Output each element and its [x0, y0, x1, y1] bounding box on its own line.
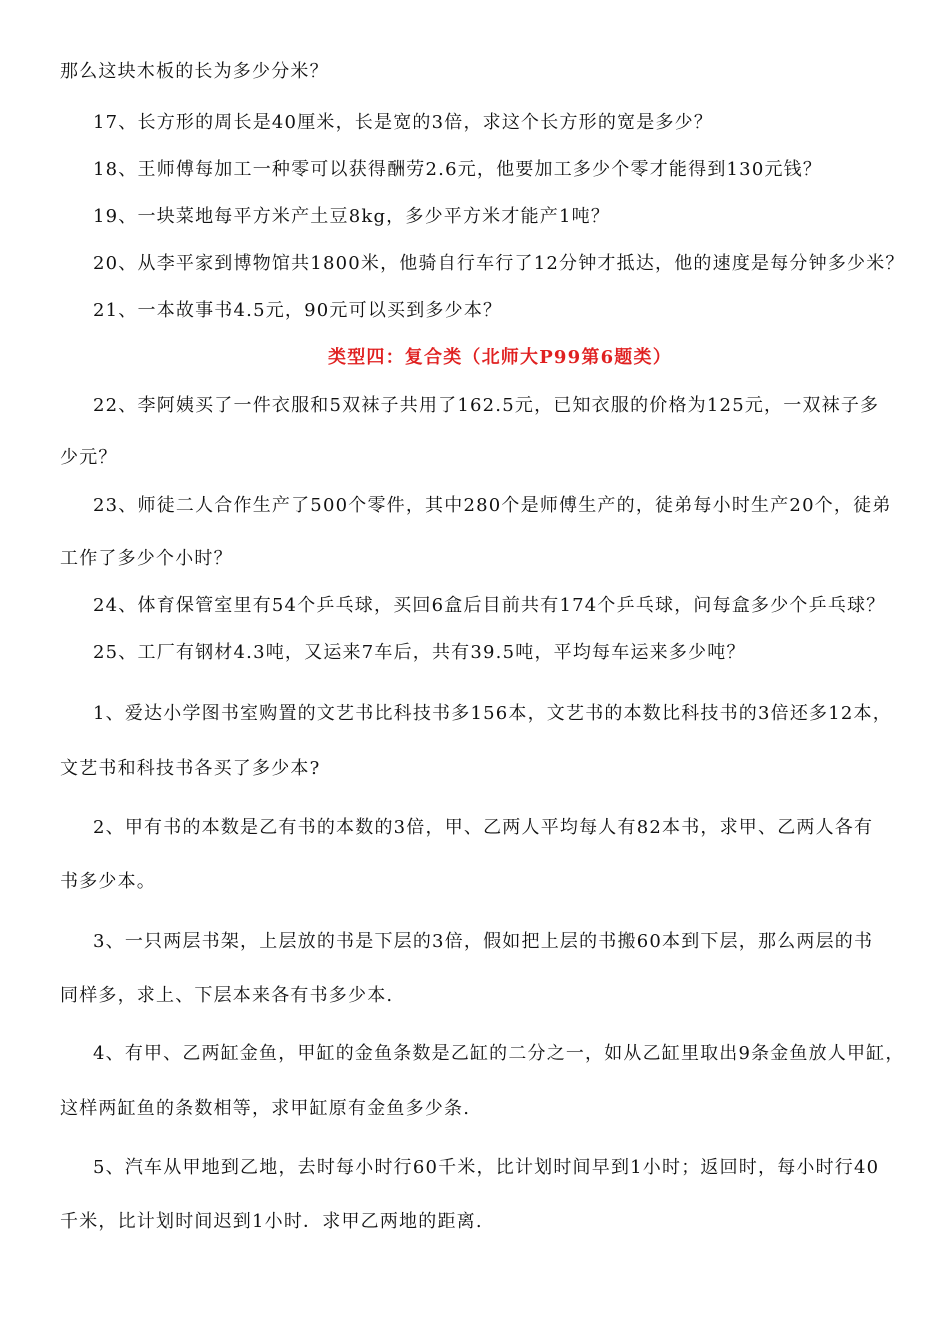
question-24: 24、体育保管室里有54个乒乓球，买回6盒后目前共有174个乒乓球，问每盒多少个乒乓球？: [93, 595, 886, 616]
extra-1-line-1: 1、爱达小学图书室购置的文艺书比科技书多156本，文艺书的本数比科技书的3倍还多12本，: [93, 703, 892, 724]
intro-tail-line: 那么这块木板的长为多少分米？: [60, 61, 329, 82]
question-17: 17、长方形的周长是40厘米，长是宽的3倍，求这个长方形的宽是多少？: [93, 112, 714, 133]
extra-5-line-2: 千米，比计划时间迟到1小时．求甲乙两地的距离.: [60, 1211, 483, 1232]
question-19: 19、一块菜地每平方米产土豆8kg，多少平方米才能产1吨？: [93, 206, 611, 227]
question-21: 21、一本故事书4.5元，90元可以买到多少本？: [93, 300, 503, 321]
extra-5-line-1: 5、汽车从甲地到乙地，去时每小时行60千米，比计划时间早到1小时；返回时，每小时行40: [93, 1157, 880, 1178]
extra-3-line-1: 3、一只两层书架，上层放的书是下层的3倍，假如把上层的书搬60本到下层，那么两层的书: [93, 931, 874, 952]
question-18: 18、王师傅每加工一种零可以获得酬劳2.6元，他要加工多少个零才能得到130元钱？: [93, 159, 823, 180]
question-23-line-2: 工作了多少个小时？: [60, 548, 233, 569]
extra-2-line-1: 2、甲有书的本数是乙有书的本数的3倍，甲、乙两人平均每人有82本书，求甲、乙两人各有: [93, 817, 874, 838]
question-22-line-2: 少元？: [60, 447, 118, 468]
section-heading: 类型四：复合类（北师大P99第6题类）: [328, 347, 672, 368]
question-23-line-1: 23、师徒二人合作生产了500个零件，其中280个是师傅生产的，徒弟每小时生产20个，徒弟: [93, 495, 892, 516]
question-25: 25、工厂有钢材4.3吨，又运来7车后，共有39.5吨，平均每车运来多少吨？: [93, 642, 746, 663]
question-20: 20、从李平家到博物馆共1800米，他骑自行车行了12分钟才抵达，他的速度是每分钟多少米？: [93, 253, 905, 274]
extra-4-line-2: 这样两缸鱼的条数相等，求甲缸原有金鱼多少条.: [60, 1098, 471, 1119]
extra-3-line-2: 同样多，求上、下层本来各有书多少本.: [60, 985, 394, 1006]
extra-4-line-1: 4、有甲、乙两缸金鱼，甲缸的金鱼条数是乙缸的二分之一，如从乙缸里取出9条金鱼放人甲缸，: [93, 1043, 905, 1064]
question-22-line-1: 22、李阿姨买了一件衣服和5双袜子共用了162.5元，已知衣服的价格为125元，一双袜子多: [93, 395, 880, 416]
extra-2-line-2: 书多少本。: [60, 871, 156, 892]
extra-1-line-2: 文艺书和科技书各买了多少本?: [60, 758, 321, 779]
